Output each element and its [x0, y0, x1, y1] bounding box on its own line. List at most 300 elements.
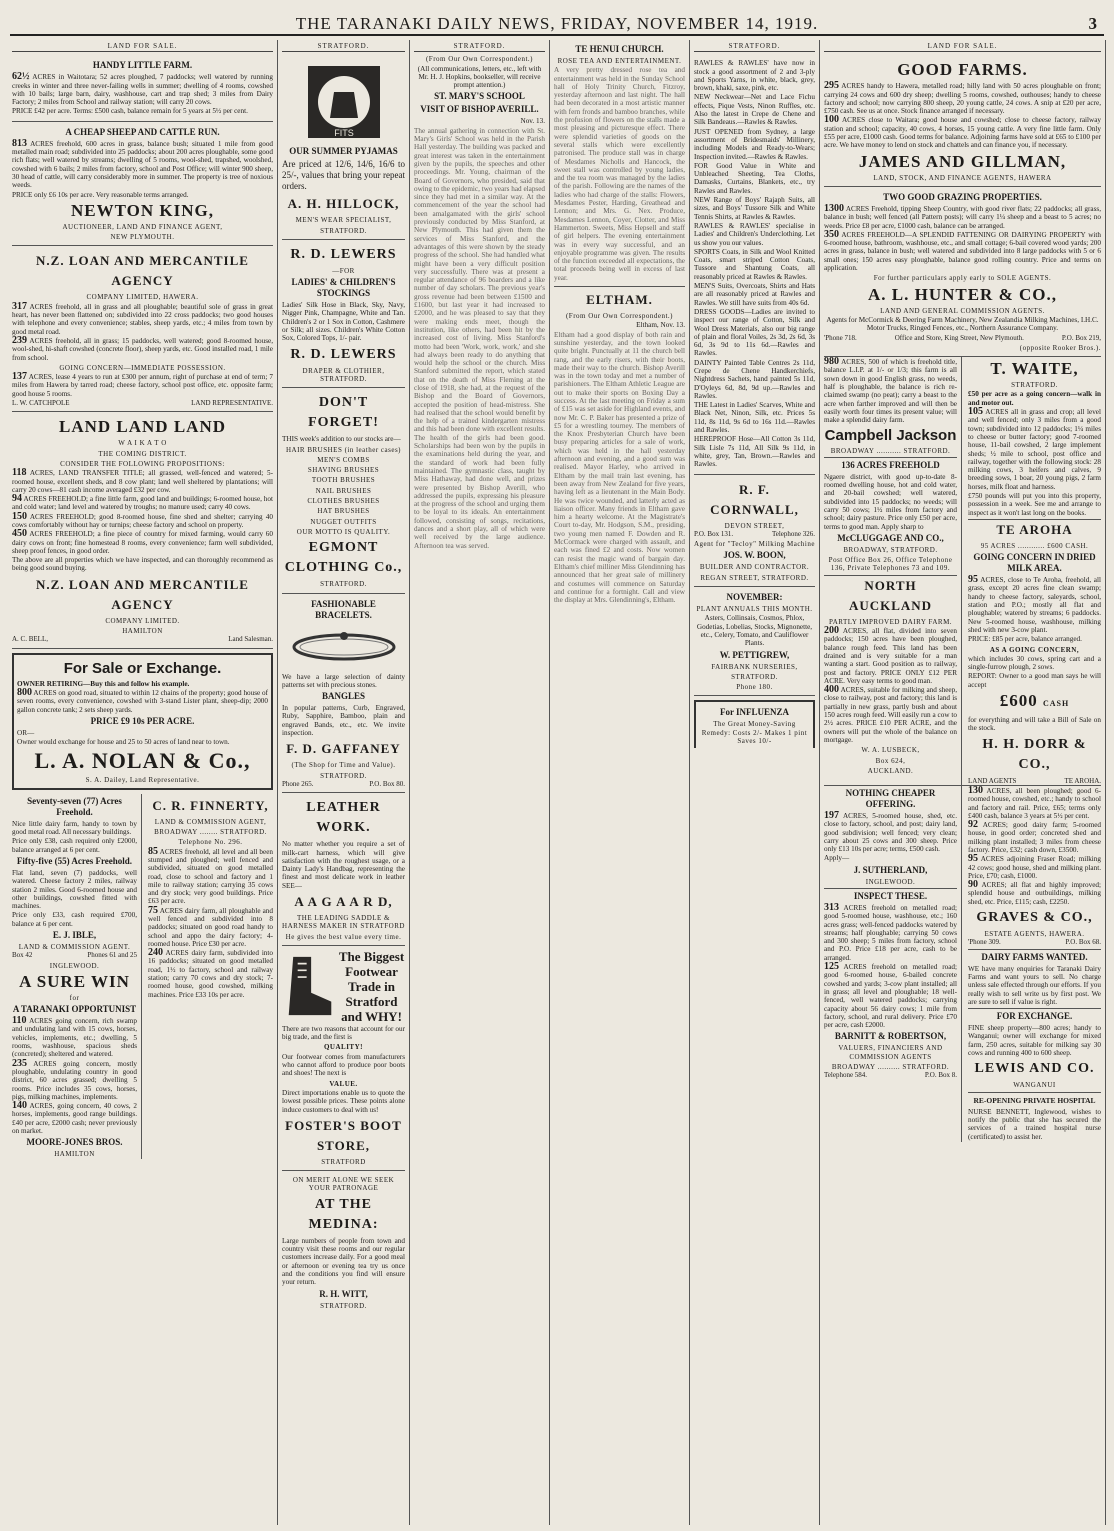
contact-row: [968, 777, 1101, 785]
ad-text: NURSE BENNETT, Inglewood, wishes to notify the public that she has secured the services of a trained hospital nurse (certificated) to assist her.: [968, 1107, 1101, 1141]
acreage: 92: [968, 819, 978, 831]
advertiser-name: H. H. DORR & CO.,: [982, 736, 1087, 772]
ad-for: for: [69, 993, 80, 1002]
column-3: [410, 40, 550, 1525]
rawles-item: NEW Range of Boys' Rajaph Suits, all sizes, and Boys' Tussore Silk and White Tennis Shirts, at Rawles & Rawles.: [694, 196, 815, 221]
advertiser-town: STRATFORD: [321, 1157, 366, 1166]
lead-note: £50 per acre as a going concern—walk in and motor out.: [968, 390, 1101, 407]
ad-land-land-land: [12, 412, 273, 648]
ad-price: PRICE £42 per acre. Terms: £500 cash, balance remain for 5 years at 5½ per cent.: [12, 107, 248, 116]
acreage: 85: [148, 845, 158, 857]
ad-text: THIS week's addition to our stocks are—: [282, 435, 401, 444]
apply-label: Apply—: [824, 854, 850, 863]
ad-price: PRICE only £6 10s per acre. Very reasonable terms arranged.: [12, 190, 189, 199]
acreage: 90: [968, 879, 978, 891]
advertiser-town: STRATFORD.: [320, 226, 367, 235]
advertiser-name: L. A. NOLAN & Co.,: [34, 748, 251, 774]
box-number: P.O. Box 8.: [924, 1071, 957, 1080]
column-2: [278, 40, 410, 1525]
advertiser-address: BROADWAY, STRATFORD.: [843, 545, 938, 554]
communications-note: (All communications, letters, etc., left with Mr. H. J. Hopkins, bookseller, will receive prompt attention.): [417, 64, 542, 90]
acreage: 140: [12, 1100, 27, 1112]
ad-text: ACRES freehold, 600 acres in grass, balance bush; situated 1 mile from good metalled main road; subdivided into 25 paddocks; about 200 acres ploughable, some good rich flats; well watered by streams; dwelling of 5 rooms, wool-shed, trapshed, woolshed, cowshed with 6 bails; 2 miles from factory, school and Post Office; will winter 900 sheep, 30 head of cattle, will carry considerably more in summer. The property is tree of noxious weeds.: [12, 139, 274, 190]
acreage: 110: [12, 1015, 27, 1027]
two-column-ads-a: [824, 357, 1101, 786]
box-number: P.O. Box 68.: [1065, 938, 1101, 947]
advertiser-address: BROADWAY .......... STRATFORD.: [831, 1063, 950, 1072]
phone-number: 'Phone 309.: [968, 938, 1001, 947]
listing: [12, 1102, 137, 1135]
ad-text: We have a large selection of dainty patterns set with precious stones.: [282, 672, 405, 689]
list-item: HAT BRUSHES: [317, 507, 370, 516]
advertiser-name: N.Z. LOAN AND MERCANTILE AGENCY: [36, 576, 249, 612]
page-number: 3: [1088, 14, 1098, 33]
rawles-item: DAINTY Painted Table Centres 2s 11d, Crepe de Chene Handkerchiefs, Nightdress Sachets, hand painted 5s 11d, D'Oyleys 6d, 8d, 9d up.—Rawles and Rawles.: [694, 358, 815, 400]
ad-heading: NOVEMBER:: [726, 592, 783, 603]
ad-subheading: QUALITY!: [323, 1043, 363, 1052]
advertiser-business: FAIRBANK NURSERIES,: [711, 662, 798, 671]
listing: [968, 855, 1101, 880]
listing: [968, 408, 1101, 491]
advertiser-tagline: LAND & COMMISSION AGENT.: [18, 943, 131, 951]
ad-heading: FOR EXCHANGE.: [968, 1008, 1101, 1022]
listing: [12, 530, 273, 555]
listing-text: ACRES adjoining Fraser Road; milking 42 cows; good house, shed and milking plant. Price, £70; cash, £1000.: [968, 855, 1101, 880]
acreage: 94: [12, 493, 22, 505]
ad-text: The Great Money-Saving Remedy: Costs 2/- Makes 1 pint Saves 10/-: [701, 720, 808, 745]
ad-heading: Seventy-seven (77) Acres Freehold.: [27, 795, 122, 817]
advertiser-phone: Telephone No. 296.: [178, 838, 243, 847]
acreage: 313: [824, 902, 839, 913]
going-concern-note: GOING CONCERN—IMMEDIATE POSSESSION.: [59, 363, 226, 372]
ad-text: There are two reasons that account for our big trade, and the first is: [282, 1024, 405, 1042]
acreage: 813: [12, 137, 27, 149]
ad-text: Large numbers of people from town and country visit these rooms and our regular customers increase daily. For a good meal or afternoon or evening tea try us once and the conditions you find will ensure your return.: [282, 1236, 405, 1287]
acreage: 75: [148, 904, 158, 916]
advertiser-name: W. A. LUSBECK,: [861, 746, 920, 755]
bracelet-icon: [289, 627, 399, 667]
advertiser-tagline: LAND AGENTS: [968, 776, 1017, 785]
article-subheading: VISIT OF BISHOP AVERILL.: [420, 104, 539, 115]
acreage: 100: [824, 114, 839, 126]
ad-heading: N.Z. LOAN AND MERCANTILE AGENCY: [36, 253, 249, 289]
listing-text: ACRES; all flat and highly improved; splendid house and outbuildings, milking shed, etc. Price, £115; cash, £2250.: [968, 881, 1101, 906]
ad-bracelets: [282, 594, 405, 794]
contact-row: [694, 530, 815, 538]
advertiser-contact: S. A. Dailey, Land Representative.: [85, 776, 200, 785]
listing-text: ACRES on good road, situated to within 12 chains of the property; good house of seven rooms, every convenience, cowshed with 3-stand Lister plant, sheep-dip; 2000 gallon concrete tank; 2 sets sheep yards.: [17, 688, 268, 714]
article-body: The annual gathering in connection with St. Mary's Girls' School was held in the Parish Hall yesterday. The building was packed and great interest was taken in the entertainment given by the pupils, the speeches and other proceedings. Mr. Young, chairman of the Board of Governors, who presided, said that owing to the epidemic, two years had elapsed since they had met in a similar way. At the commencement of the year the school had been amalgamated with the girls' school previously conducted by Miss Stanford, at New Plymouth. This had given them the services of Miss Stanford, and the advantages of this were shown by the steady progress of the school. She had handled what might have been a very difficult position very successfully. There was at present a regular attendance of 96 boarders and a like number of day scholars. The previous year's gross revenue had been between £1500 and £1600, but last year it had increased to £2000, and he was pleased to say that they were making ends meet, though the institution, like others, had been hit by the increased cost of living. Miss Stanford's motto had been 'Work, work, work,' and she had always been ready to do anything that would help the school or the church. Miss Stanford submitted the report, which stated that on the death of Miss Fleming at the close of 1918, she had, at the request of the Bishop and the Board of Governors, accepted the position of head-mistress. She had realised that the school would benefit by the help of a trained kindergarten mistress and this had been done with excellent results. The health of the girls had been good. Scholarships had been won by the pupils in the examinations held during the year, and the standard of work had been fully maintained. The gymnastic class, taught by Miss Hathaway, had done well, and prizes were presented by Bishop Averill, who addressed the pupils, expressing his pleasure at the progress of the school and urging them to be loyal to its ideals. An entertainment followed, consisting of songs, recitations, dances and a short play, all of which were well received by the large audience. Afternoon tea was served.: [414, 126, 547, 550]
advertiser-tagline: DRAPER & CLOTHIER, STRATFORD.: [302, 366, 385, 383]
ad-rawles: [694, 55, 815, 474]
ad-heading: GOOD FARMS.: [897, 60, 1028, 80]
ad-two-grazing: [824, 187, 1101, 357]
ad-heading: 136 ACRES FREEHOLD: [824, 457, 957, 471]
rawles-item: JUST OPENED from Sydney, a large assortment of Bridesmaids' Millinery, including Models and Ready-to-Wears; Inspection invited.—Rawles & Rawles.: [694, 127, 815, 161]
ad-text: WE have many enquiries for Taranaki Dairy Farms and want yours to sell. No charge unless sale effected through our efforts. If you really wish to sell write us by first post. We are sure to sell if value is right.: [968, 964, 1101, 1006]
ad-text: FINE sheep property—800 acres; handy to Wanganui; owner will exchange for mixed farm, 250 acres, suitable for milking say 30 cows and running 400 to 600 sheep.: [968, 1024, 1101, 1058]
contact-name: A. C. BELL,: [12, 635, 48, 644]
terms-text: £750 pounds will put you into this property, possession in a week. See me and arrange to inspect as it won't last long on the books.: [968, 491, 1101, 517]
advertiser-phone: Phone 180.: [736, 683, 773, 692]
listing-text: ACRES freehold, all level and all been stumped and ploughed; well fenced and subdivided, situated on good metalled road, close to school and factory and 1 mile to railway station; carrying 35 cows and dry stock; very good buildings. Price £63 per acre.: [148, 847, 273, 906]
listing: [968, 784, 1101, 820]
listing: [12, 469, 273, 494]
ad-heading: A SURE WIN: [19, 971, 130, 991]
box-number: Box 42: [12, 951, 33, 960]
advertiser-address: BROADWAY ........... STRATFORD.: [830, 446, 951, 455]
listing-text: ACRES, LAND TRANSFER TITLE; all grassed, well-fenced and watered; 5-roomed house, excellent sheds, and 8 cow plant; land well sheltered by plantations; will carry 20 cows—81 cash income averaged £32 per cow.: [12, 469, 273, 494]
rawles-item: NEW Neckwear—Net and Lace Fichu effects, Pique Vests, Ninon Ruffles, etc. Also the latest in Crepe de Chene and Silk Bandeaus.—Rawles & Rawles.: [694, 93, 815, 127]
ad-text: Flat land, seven (7) paddocks, well watered. Cheese factory 2 miles, railway station 2 miles. Good 6-roomed house and other buildings, cowshed fitted with machines.: [12, 868, 137, 911]
ad-subheading: BANGLES: [321, 691, 365, 702]
section-head-stratford: STRATFORD.: [414, 42, 545, 52]
advertiser-town: HAMILTON: [54, 1150, 95, 1159]
rawles-item: RAWLES & RAWLES' have now in stock a good assortment of 2 and 3-ply and Sports Yarns, in white, black, grey, brown, khaki, saxe, pink, etc.: [694, 59, 815, 93]
cash-label: CASH: [1043, 699, 1070, 709]
ad-summer-pyjamas: [282, 55, 405, 240]
listing: [824, 963, 957, 1029]
section-head-stratford: STRATFORD.: [282, 42, 405, 52]
ad-subheading: THE COMING DISTRICT.: [98, 449, 187, 458]
contact-row: [12, 951, 137, 959]
ad-heading: TE AROHA: [968, 519, 1101, 540]
ad-text: No matter whether you require a set of milk-cart harness, which will give satisfaction with the roughest usage, or a Dainty Lady's Handbag, representing the finest and most delicate work in leather SEE—: [282, 840, 405, 890]
listing-text: ACRES all in grass and crop; all level and well fenced; only 3 miles from a good town; subdivided into 12 paddocks; 1¼ miles to cheese or butter factory; good 7-roomed house, 11-bail cowshed, 2 large implement sheds; ½ mile to school, post office and railway, together with the following stock: 28 milking cows, 3 heifers and calves, 9 breeding sows, 1 boar, 20 young pigs, 2 farm horses, milk float and harness.: [968, 408, 1101, 491]
ad-text: Agent for "Tecloy" Milking Machine: [694, 540, 815, 549]
listing-text: ACRES; good dairy farm; 5-roomed house, in good order; concreted shed and milking plant installed; 3 miles from cheese factory. Price, £32; cash down, £3500.: [968, 821, 1101, 854]
box-number: Box 624,: [875, 756, 906, 765]
section-head-land-for-sale: LAND FOR SALE.: [12, 42, 273, 52]
listing: [17, 686, 268, 714]
contact-row: [282, 780, 405, 788]
ad-finnerty: [148, 794, 273, 1159]
advertiser-town: AUCKLAND.: [867, 766, 914, 775]
ad-heading: INSPECT THESE.: [824, 888, 957, 902]
listing: [824, 228, 1101, 273]
ad-sheep-run: [12, 122, 273, 247]
listing-text: ACRES, lease 4 years to run at £300 per annum, right of purchase at end of term; 7 miles from Hawera by tarred road; cheese factory, school post office, etc. opposite farm; good house 5 rooms.: [12, 373, 273, 398]
advertiser-name: A. H. HILLOCK,: [287, 196, 400, 212]
advertiser-tagline: VALUERS, FINANCIERS AND COMMISSION AGENTS: [838, 1044, 943, 1061]
ad-fosters-boots: [282, 946, 405, 1171]
box-number: P.O. Box 131.: [694, 529, 734, 538]
amount: £600: [999, 691, 1038, 711]
ad-waite: [968, 357, 1101, 785]
column-6: [820, 40, 1106, 1525]
ad-subheading: A TARANAKI OPPORTUNIST: [12, 1004, 137, 1015]
listing: [824, 202, 1101, 230]
rawles-item: SPORTS Coats, in Silk and Wool Knitted Coats, smart striped Cotton Coats, Tussore and Shantung Coats, all reasonably priced at Rawles & Rawles.: [694, 247, 815, 281]
ad-text: Ladies' Silk Hose in Black, Sky, Navy, Nigger Pink, Champagne, White and Tan. Children's 2 or 1 Sox in Cotton, Cashmere or Silk; all sizes. Children's White Cotton Sox, Colored Tops, 1/- pair.: [282, 301, 405, 343]
advertiser-name: MOORE-JONES BROS.: [26, 1137, 123, 1148]
bottom-two-column-ads: [12, 794, 273, 1159]
ad-heading: FASHIONABLE BRACELETS.: [311, 598, 376, 620]
column-5: [690, 40, 820, 1525]
list-item: MEN'S COMBS: [317, 455, 370, 464]
acreage: 980: [824, 356, 839, 368]
advertiser-town: STRATFORD.: [731, 672, 778, 681]
advertiser-name: EGMONT CLOTHING Co.,: [284, 540, 403, 576]
article-body: Eltham had a good display of both rain and sunshine yesterday, and the town looked quite bright. Punctually at 11 the church bell rang, and the early risers, with their boots, made their way to the church. Bishop Averill was in the town today and met a number of parishioners. The Eltham Athletic League are out to make their sports on Boxing Day a success. At the last meeting on Friday a sum of £15 was set aside for Highland events, and now Mr. C. P. Baker has presented a prize of £5 for a wrestling tourney. The members of the Knox Presbyterian Church have been busy preparing articles for a sale of work, which was held in the hall yesterday afternoon and evening, and a good sum was realised. Mayor Harley, who arrived in Eltham by the mail train last evening, has been away from New Zealand for five years, having left as a lieutenant in the Main Body. He was twice wounded, and latterly acted as liaison officer. Many friends in Eltham gave him a hearty welcome. At the Magistrate's Court to-day, Mr. Hodgson, S.M., presiding, two young men named F. Dowden and R. McCormack were charged with assault, and each was fined £2 and costs. Now women can resist the magic wand of bargain day. Eltham's chief milliner Miss Glendinning has announced that her great sale of millinery and costumes will commence on Saturday and continue for a fortnight. Call and view the display at Mrs. Glendinning's, Eltham.: [554, 330, 687, 605]
boot-icon: [282, 952, 338, 1020]
advertiser-name: FOSTER'S BOOT STORE,: [285, 1117, 402, 1153]
listing-text: ACRES, close to Te Aroha, freehold, all grass, except 20 acres fine clean swamp; handy to cheese factory, saleyards, school, station and P.O.; mostly all flat and ploughable; watered by streams; 6 paddocks. New 5-roomed house, washhouse, milking shed with new 3-cow plant.: [968, 576, 1101, 634]
cash-amount: [968, 691, 1101, 714]
advertiser-town: STRATFORD.: [320, 1301, 367, 1310]
ad-text: ACRES in Waitotara; 52 acres ploughed, 7 paddocks; well watered by running creeks in winter and three never-failing wells in summer; dwelling of 4 rooms, cowshed with 10 bails; large barn, dairy, washhouse, cart and trap shed; 3 miles from Dairy Factory; 2 miles from School and railway station; will carry 20 cows.: [12, 73, 274, 107]
ad-good-farms: [824, 55, 1101, 187]
advertiser-tagline: AUCTIONEER, LAND AND FINANCE AGENT,: [62, 222, 223, 231]
article-body: A very pretty dressed rose tea and entertainment was held in the Sunday School hall of Holy Trinity Church, Fitzroy, yesterday afternoon and last night. The hall had been decorated in a most artistic manner with fern fronds and bamboo branches, while the profusion of flowers on the stalls made a most pleasing and picturesque effect. There were splendid varieties of goods on the several stalls which were excellently patronised. The produce stall was in charge of Mesdames Nicholls and Hancock, the sweet stall was controlled by young ladies, and the tea room was managed by the ladies of the parish. Following are the names of the ladies who had charge of the stalls: Flowers, Mesdames Pester, Harding, Greathead and Lennon; and Mrs. G. Nex. Produce, Mesdames Lennon, Coyer, Clotter, and Miss Hammerton. Sweets, Miss Hepsell and staff of girl helpers. The evening entertainment was in every way successful, and an enjoyable programme was given. The results of the function exceeded all expectations, the total proceeds being well in excess of last year.: [554, 66, 687, 282]
ad-headline: The Biggest Footwear Trade in Stratford and WHY!: [338, 948, 405, 1024]
list-item: HAIR BRUSHES (in leather cases): [285, 445, 402, 454]
ad-inspect-these: [824, 786, 962, 1142]
listing-text: ACRES, all been ploughed; good 6-roomed house, cowshed, etc.; handy to school and factory and rail. Price, £65; terms only £400 cash, balance 3 years at 5½ per cent.: [968, 786, 1101, 820]
section-head-land-for-sale: LAND FOR SALE.: [824, 42, 1101, 52]
acreage: 239: [12, 334, 27, 346]
ad-text: He gives the best value every time.: [285, 932, 402, 941]
contact-name: L. W. CATCHPOLE: [12, 399, 70, 408]
ad-subheading: VALUE.: [329, 1079, 358, 1088]
listing: [12, 373, 273, 398]
acreage: 295: [824, 80, 839, 92]
acreage: 240: [148, 947, 163, 959]
list-item: SHAVING BRUSHES: [307, 466, 380, 475]
advertiser-name: E. J. IBLE,: [52, 930, 97, 940]
ad-heading: TWO GOOD GRAZING PROPERTIES.: [883, 191, 1042, 202]
rawles-item: THE Latest in Ladies' Scarves, White and Black Net, Ninon, Silk, etc. Prices 5s 11d, 8s 11d, 9s 6d to 16s 11d.—Rawles and Rawles.: [694, 401, 815, 435]
ad-for: —FOR: [332, 266, 355, 275]
listing-text: ACRES handy to Hawera, metalled road; hilly land with 50 acres ploughable on front; carrying 24 cows and 600 dry sheep; dwelling 5 rooms, cowshed, outhouses; handy to cheese factory and school; now carrying 800 sheep, 20 young cattle, 24 cows. A snip at £20 per acre, £750 cash. See us at once. Stock finance arranged if necessary.: [824, 82, 1101, 116]
article-heading: TE HENUI CHURCH.: [575, 44, 664, 54]
phone-number: 'Phone 718.: [824, 333, 857, 342]
advertiser-tagline: LAND & COMMISSION AGENT,: [154, 817, 267, 826]
ad-sale-or-exchange: [12, 653, 273, 790]
ad-text: Our footwear comes from manufacturers who cannot afford to produce poor boots and shoes! The next is: [282, 1052, 405, 1078]
rawles-item: DRESS GOODS—Ladies are invited to inspect our range of Cotton, Silk and Wool Dress Materials, also our big range of plain and floral Voiles, 2s 3d, 2s 6d, 3s 6d, 3s 9d to 11s 6d.—Rawles and Rawles.: [694, 307, 815, 358]
ad-subheading: CONSIDER THE FOLLOWING PROPOSITIONS:: [60, 459, 225, 468]
boot-row: [282, 949, 405, 1024]
ad-heading: NORTH AUCKLAND: [824, 575, 957, 616]
acreage: 197: [824, 809, 839, 821]
ad-heading: Fifty-five (55) Acres Freehold.: [16, 855, 133, 866]
recommendation-note: The above are all properties which we have inspected, and can thoroughly recommend as being good sound buying.: [12, 556, 273, 573]
article-heading: ST. MARY'S SCHOOL: [434, 91, 525, 102]
advertiser-name: LEWIS AND CO.: [974, 1061, 1095, 1077]
acreage: 350: [824, 228, 839, 240]
advertiser-contact: Post Office Box 26, Office Telephone 136, Private Telephones 73 and 109.: [828, 556, 953, 573]
listing-text: ACRES freehold, all in grass; 15 paddocks, well watered; good 8-roomed house, wool-shed, hi-shaft cowshed (concrete floor), sheep yards, etc. Good installed road, 1 mile from school.: [12, 336, 273, 362]
listing: [824, 627, 957, 685]
going-concern-text: which includes 30 cows, spring cart and a single-furrow plough, 2 sows.: [968, 654, 1101, 672]
advertiser-town: TE AROHA.: [1064, 776, 1101, 785]
newspaper-title: THE TARANAKI DAILY NEWS, FRIDAY, NOVEMBER 14, 1919.: [295, 14, 819, 33]
ad-subheading: PLANT ANNUALS THIS MONTH.: [696, 605, 813, 614]
ad-text: Are priced at 12/6, 14/6, 16/6 to 25/-, values that bring your repeat orders.: [282, 159, 405, 192]
column-1: [8, 40, 278, 1525]
advertiser-town: STRATFORD.: [320, 580, 367, 589]
listing: [12, 1057, 137, 1101]
acreage: 450: [12, 528, 27, 540]
listing: [148, 904, 273, 948]
list-item: NUGGET OUTFITS: [310, 517, 377, 526]
listing-text: ACRES FREEHOLD—A SPLENDID FATTENING OR DAIRYING PROPERTY with 6-roomed house, bathroom, washhouse, etc., and small cottage; 6-bail covered wood yards; 200 acres in grass, balance in bush; well watered and subdivided into 8 large paddocks with 5 or 6 small ones; 150 acres easy ploughable, balance good rolling country. Price and terms on application.: [824, 230, 1101, 273]
listing: [968, 576, 1101, 634]
ad-subheading: GOING CONCERN IN DRIED MILK AREA.: [973, 552, 1096, 574]
masthead: [10, 14, 1104, 36]
advertiser-name: JAMES AND GILLMAN,: [858, 151, 1067, 171]
listing-text: ACRES close to Waitara; good house and cowshed; close to cheese factory, railway station and school; capacity, 40 cows, 4 horses, 15 young cattle. A very fine little farm. Only £55 per acre, £1000 cash. Good terms for balance. Adjoining farms have sold at £65 to £100 per acre. We have money to lend on stock and chattels and can finance you, if necessary.: [824, 116, 1102, 150]
ad-lewers-stockings: [282, 240, 405, 388]
listing: [12, 300, 273, 336]
ad-cornwall: [694, 475, 815, 587]
listing-text: ACRES dairy farm, subdivided into 16 paddocks; situated on good metalled road, 1½ to factory, school and railway station; carry 70 cows and dry stock; 7-roomed house, good cowshed, milking machines. Price £33 10s per acre.: [148, 949, 273, 999]
listing-text: ACRES, suitable for milking and sheep, close to railway, post and factory; this land is partially in new grass, partly bush and about 150 acres rough feed. Will easily run a cow to 2½ acres. PRICE £10 PER ACRE, and the owners will put the whole of the balance on mortgage.: [824, 686, 957, 744]
listing: [12, 1017, 137, 1058]
advertiser-address: REGAN STREET, STRATFORD.: [700, 573, 809, 582]
ad-graves: [968, 786, 1101, 1142]
ad-price: PRICE £9 10s PER ACRE.: [90, 715, 195, 726]
ad-heading: LADIES' & CHILDREN'S STOCKINGS: [291, 277, 396, 299]
list-item: CLOTHES BRUSHES: [307, 497, 380, 506]
ad-heading: For Sale or Exchange.: [63, 659, 222, 677]
acreage: 62½: [12, 71, 30, 83]
advertiser-address: BROADWAY ........ STRATFORD.: [154, 828, 267, 837]
listing: [968, 881, 1101, 906]
acreage: 800: [17, 686, 32, 698]
acreage: 118: [12, 467, 27, 479]
ad-heading: NOTHING CHEAPER OFFERING.: [845, 787, 936, 809]
listing: [824, 809, 957, 854]
advertiser-sub: COMPANY LIMITED.: [105, 616, 180, 625]
advertiser-name: R. F. CORNWALL,: [710, 481, 799, 517]
ad-heading: LEATHER WORK.: [306, 800, 381, 836]
ad-heading: A CHEAP SHEEP AND CATTLE RUN.: [65, 126, 220, 137]
advertiser-tagline: ESTATE AGENTS, HAWERA.: [984, 930, 1085, 939]
ad-text: In popular patterns, Curb, Engraved, Ruby, Sapphire, Bamboo, plain and engraved Bands, etc., etc. We invite inspection.: [282, 704, 405, 738]
office-note: (opposite Rooker Bros.).: [1019, 343, 1101, 352]
contact-role: Land Salesman.: [228, 635, 273, 644]
acreage: 137: [12, 371, 27, 383]
rawles-item: MEN'S Suits, Overcoats, Shirts and Hats are all reasonably priced at Rawles and Rawles. We still have suits from 40s 6d.: [694, 282, 815, 307]
correspondent-note: (From Our Own Correspondent.): [425, 55, 534, 64]
section-head-stratford: STRATFORD.: [694, 42, 815, 52]
advertiser-tagline: LAND AND GENERAL COMMISSION AGENTS.: [880, 306, 1045, 315]
advertiser-tagline: BUILDER AND CONTRACTOR.: [699, 563, 810, 572]
acreage: 1300: [824, 202, 844, 214]
acreage: 125: [824, 961, 839, 973]
ad-campbell-jackson: [824, 357, 962, 785]
advertiser-name: W. PETTIGREW,: [719, 649, 790, 660]
advertiser-town: STRATFORD.: [1011, 381, 1058, 390]
phone-number: Telephone 584.: [824, 1071, 868, 1080]
article-dateline: Nov. 13.: [520, 117, 545, 126]
ad-heading: DON'T FORGET!: [308, 395, 379, 431]
ad-nz-loan-hawera: [12, 246, 273, 412]
advertiser-name: A. L. HUNTER & CO.,: [867, 284, 1057, 304]
ad-heading: For INFLUENZA: [719, 707, 790, 718]
agencies-text: Agents for McCormick & Deering Farm Machinery, New Zealandia Milking Machines, I.H.C. Motor Trucks, Ringed Fences, etc., Northern Assurance Company.: [826, 315, 1099, 333]
advertiser-tagline: MEN'S WEAR SPECIALIST,: [295, 216, 392, 225]
contact-row: [12, 399, 273, 407]
listing-text: ACRES, 5-roomed house, shed, etc. close to factory, school, and post; dairy land, good subdivision; well fenced; very clean; carry about 25 cows and 300 sheep. Price only £13 10s per acre; terms, £500 cash.: [824, 811, 957, 854]
listing: [824, 82, 1101, 115]
contact-row: [12, 635, 273, 643]
acreage: 95: [968, 853, 978, 865]
article-subheading: ROSE TEA AND ENTERTAINMENT.: [557, 57, 682, 65]
listing: [824, 686, 957, 744]
contact-role: LAND REPRESENTATIVE.: [191, 399, 273, 408]
listing: [148, 845, 273, 906]
advertiser-address: DEVON STREET,: [724, 521, 785, 530]
listing: [12, 334, 273, 362]
listing-text: ACRES FREEHOLD; a fine little farm, good land and buildings; 6-roomed house, hot and cold water; land level and watered by troughs; no manure used; carry 40 cows.: [12, 495, 273, 512]
listing-text: ACRES, going concern, 40 cows, 2 horses, implements, good range buildings. £40 per acre, £2000 cash; never previously on market.: [12, 1102, 137, 1136]
list-item: TOOTH BRUSHES: [311, 476, 376, 485]
advertiser-name: BARNITT & ROBERTSON,: [834, 1031, 947, 1042]
ad-subheading: COMPANY LIMITED, HAWERA.: [86, 293, 199, 302]
acreage: 400: [824, 684, 839, 696]
ad-text: Ngaere district, with good up-to-date 8-roomed dwelling house, hot and cold water, and 20-bail cowshed; well watered, subdivided into 15 paddocks; no weeds; will carry 50 cows; 1½ miles from factory and school; dairy pasture. Price only £50 per acre, terms to good man. Apply sharp to: [824, 472, 957, 531]
listing-text: ACRES freehold on metalled road; good 6-roomed house, 6-bailed concrete cowshed and yards; 3-cow plant installed; all in grass; all level and ploughable; 18 well-fenced, well watered paddocks; carrying capacity about 56 dairy cows; 1 mile from factory, school, and rural delivery. Price £70 per acre, cash £2000.: [824, 963, 957, 1030]
advertiser-name: JOS. W. BOON,: [723, 550, 786, 561]
acreage: 150: [12, 510, 27, 522]
fits-badge-icon: [304, 62, 384, 142]
listing: [824, 116, 1101, 149]
acreage: 200: [824, 625, 839, 637]
advertiser-name: C. R. FINNERTY,: [152, 797, 269, 813]
acreage: 105: [968, 406, 983, 418]
ad-heading: OUR SUMMER PYJAMAS: [289, 146, 398, 157]
ad-dont-forget: [282, 388, 405, 593]
price-line: 95 ACRES ............ £600 CASH.: [980, 541, 1089, 550]
ad-price: Price only £33, cash required £700, balance at 6 per cent.: [12, 911, 137, 928]
listing-text: ACRES FREEHOLD; good 8-roomed house, fine shed and shelter; carrying 40 cows comfortably without hay or turnips; cheese factory and school on property.: [12, 512, 273, 529]
advertiser-name: McCLUGGAGE AND CO.,: [837, 532, 944, 543]
ad-text: Nice little dairy farm, handy to town by good metal road. All necessary buildings.: [12, 819, 137, 837]
amount-text: for everything and will take a Bill of Sale on the stock.: [968, 716, 1101, 733]
ad-november-plants: [694, 587, 815, 696]
listing-text: ACRES going concern, mostly ploughable, undulating country in good district, 60 acres grassed; dwelling 5 rooms. Price includes 35 cows, horses, pigs, milking machines, implements.: [12, 1059, 137, 1101]
advertiser-name: NEWTON KING,: [71, 200, 214, 220]
report-text: REPORT: Owner to a good man says he will accept: [968, 672, 1101, 689]
two-column-ads-b: [824, 786, 1101, 1142]
ad-text: Asters, Collinsais, Cosmos, Phlox, Godetias, Lobelias, Stocks, Mignonette, etc., Celery, Tomato, and Cauliflower Plants.: [696, 614, 813, 648]
list-item: NAIL BRUSHES: [315, 486, 372, 495]
listing-text: ACRES freehold on metalled road; good 5-roomed house, washhouse, etc.; 160 acres grass; well-fenced paddocks watered by streams; half ploughable; carrying 50 cows and 300 sheep; 5 miles from factory, school and P.O. Price £18 per acre, cash to be arranged.: [824, 904, 957, 962]
column-4: [550, 40, 690, 1525]
acreage: 235: [12, 1057, 27, 1069]
phone-number: Telephone 326.: [771, 529, 815, 538]
contact-note: For further particulars apply early to SOLE AGENTS.: [873, 274, 1052, 283]
ad-preheading: ON MERIT ALONE WE SEEK YOUR PATRONAGE: [292, 1176, 395, 1193]
advertiser-tagline: (The Shop for Time and Value).: [291, 761, 396, 770]
rawles-item: FOR Good Value in White and Unbleached Sheeting, Tea Cloths, Damasks, Curtains, Blankets, etc., try Rawles and Rawles.: [694, 161, 815, 195]
listing: [824, 904, 957, 962]
ad-body: [12, 73, 273, 106]
motto: OUR MOTTO IS QUALITY.: [296, 527, 391, 536]
ad-heading: DAIRY FARMS WANTED.: [968, 949, 1101, 963]
listing: [968, 821, 1101, 854]
box-number: P.O. Box 80.: [369, 779, 405, 788]
ad-heading: AT THE MEDINA:: [308, 1196, 379, 1232]
advertiser-town: STRATFORD.: [320, 771, 367, 780]
listing-text: ACRES freehold, all in grass and all ploughable; beautiful sole of grass in great heart, has never been flattened on; subdivided into 22 cross paddocks; two good houses with telephone and every convenience; stables, sheep yards, etc.; 4 miles from town by good metal road.: [12, 302, 273, 336]
acreage: 130: [968, 784, 983, 796]
phone-number: Phones 61 and 25: [87, 951, 137, 960]
ad-subheading: PARTLY IMPROVED DAIRY FARM.: [828, 617, 953, 626]
